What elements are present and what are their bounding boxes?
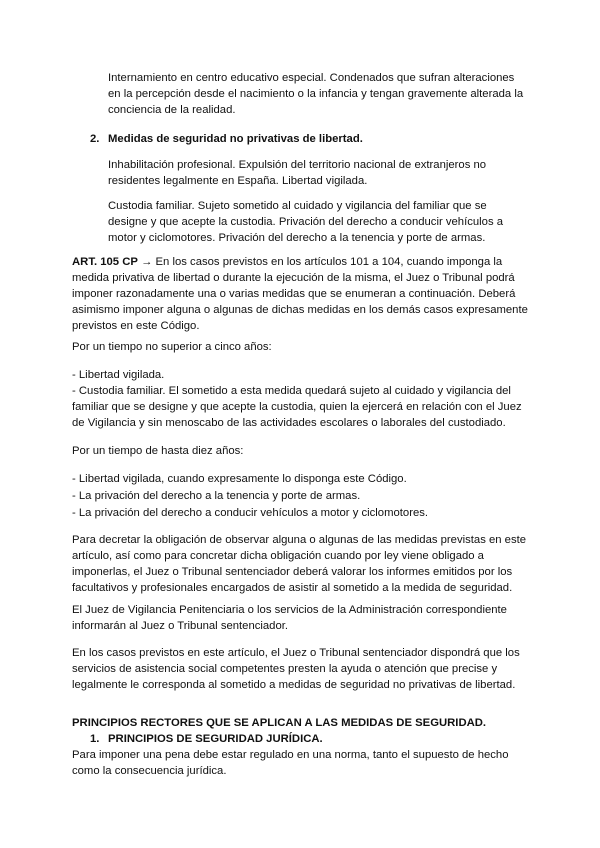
principles-heading: PRINCIPIOS RECTORES QUE SE APLICAN A LAS MEDIDAS DE SEGURIDAD. [72, 717, 487, 729]
principles-item1-number: 1. [90, 733, 100, 745]
five-years-intro: Por un tiempo no superior a cinco años: [72, 341, 272, 353]
art105-arrow: → [137, 256, 156, 268]
art105-text: En los casos previstos en los artículos 101 a 104, cuando imponga la medida privativa de libertad o durante la ejecución de la misma, el Juez o Tribunal podrá imponer razonadamente una o varias medidas que se enumeran a continuación. Deberá asimismo imponer alguna o algunas de dichas medidas en los demás casos expresamente previstos en este Código. [72, 256, 528, 332]
art105-paragraph [72, 254, 532, 334]
item2-number: 2. [90, 133, 100, 145]
ten-years-item-3: - La privación del derecho a conducir vehículos a motor y ciclomotores. [72, 507, 429, 519]
asistencia-paragraph: En los casos previstos en este artículo, el Juez o Tribunal sentenciador dispondrá que los servicios de asistencia social competentes presten la ayuda o atención que precise y legalmente le corresponda al sometido a medidas de seguridad no privativas de libertad. [72, 647, 520, 691]
ten-years-item-2: - La privación del derecho a la tenencia y porte de armas. [72, 490, 361, 502]
principles-item1-text: Para imponer una pena debe estar regulado en una norma, tanto el supuesto de hecho como la consecuencia jurídica. [72, 749, 509, 777]
ten-years-item-1: - Libertad vigilada, cuando expresamente lo disponga este Código. [72, 473, 407, 485]
item2-paragraph-1: Inhabilitación profesional. Expulsión del territorio nacional de extranjeros no residentes legalmente en España. Libertad vigilada. [108, 159, 487, 187]
five-years-item-2: - Custodia familiar. El sometido a esta medida quedará sujeto al cuidado y vigilancia del familiar que se designe y que acepte la custodia, quien la ejercerá en relación con el Juez de Vigilancia y sin menoscabo de las actividades escolares o laborales del custodiado. [72, 385, 522, 429]
principles-item1-title: PRINCIPIOS DE SEGURIDAD JURÍDICA. [108, 733, 323, 745]
obligation-paragraph: Para decretar la obligación de observar alguna o algunas de las medidas previstas en este artículo, así como para concretar dicha obligación cuando por ley viene obligado a imponerlas, el Juez o Tribunal sentenciador deberá valorar los informes emitidos por los facultativos y profesionales encargados de asistir al sometido a la medida de seguridad. [72, 534, 527, 594]
item2-paragraph-2: Custodia familiar. Sujeto sometido al cuidado y vigilancia del familiar que se designe y que acepte la custodia. Privación del derecho a conducir vehículos a motor y ciclomotores. Privación del derecho a la tenencia y porte de armas. [108, 200, 504, 244]
section1-tail-paragraph: Internamiento en centro educativo especial. Condenados que sufran alteraciones en la percepción desde el nacimiento o la infancia y tengan gravemente alterada la conciencia de la realidad. [108, 72, 524, 116]
art105-label: ART. 105 CP [72, 256, 138, 268]
juez-vigilancia-paragraph: El Juez de Vigilancia Penitenciaria o los servicios de la Administración correspondiente informarán al Juez o Tribunal sentenciador. [72, 604, 507, 632]
ten-years-intro: Por un tiempo de hasta diez años: [72, 445, 244, 457]
item2-title: Medidas de seguridad no privativas de libertad. [108, 133, 363, 145]
five-years-item-1: - Libertad vigilada. [72, 369, 165, 381]
